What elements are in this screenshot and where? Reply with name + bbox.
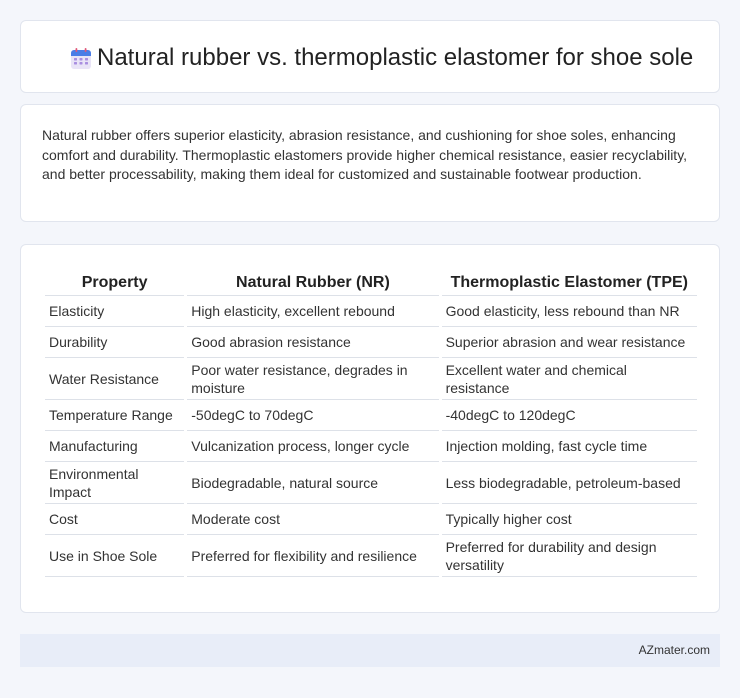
table-row [45, 431, 697, 462]
tpe-cell: Preferred for durability and design versatility [442, 535, 697, 577]
column-header-natural-rubber: Natural Rubber (NR) [187, 266, 438, 296]
table-row [45, 358, 697, 400]
tpe-cell: Typically higher cost [442, 504, 697, 535]
tpe-cell: -40degC to 120degC [442, 400, 697, 431]
table-row [45, 296, 697, 327]
table-row [45, 327, 697, 358]
nr-cell: Vulcanization process, longer cycle [187, 431, 438, 462]
property-cell: Elasticity [45, 296, 184, 327]
tpe-cell: Less biodegradable, petroleum-based [442, 462, 697, 504]
tpe-cell: Superior abrasion and wear resistance [442, 327, 697, 358]
nr-cell: Moderate cost [187, 504, 438, 535]
summary-text: Natural rubber offers superior elasticity, abrasion resistance, and cushioning for shoe soles, enhancing comfort and durability. Thermoplastic elastomers provide higher chemical resistance, easier recyclability, and better processability, making them ideal for customized and sustainable footwear production. [42, 127, 688, 182]
tpe-cell: Injection molding, fast cycle time [442, 431, 697, 462]
column-header-property: Property [45, 266, 184, 296]
calendar-icon [69, 47, 93, 71]
comparison-table-card [20, 244, 720, 613]
table-row [45, 400, 697, 431]
property-cell: Water Resistance [45, 358, 184, 400]
nr-cell: Poor water resistance, degrades in moisture [187, 358, 438, 400]
property-cell: Durability [45, 327, 184, 358]
table-row [45, 462, 697, 504]
nr-cell: Biodegradable, natural source [187, 462, 438, 504]
nr-cell: -50degC to 70degC [187, 400, 438, 431]
property-cell: Environmental Impact [45, 462, 184, 504]
table-row [45, 504, 697, 535]
footer-bar [20, 634, 720, 667]
tpe-cell: Excellent water and chemical resistance [442, 358, 697, 400]
footer-brand[interactable]: AZmater.com [638, 643, 710, 657]
nr-cell: High elasticity, excellent rebound [187, 296, 438, 327]
nr-cell: Good abrasion resistance [187, 327, 438, 358]
property-cell: Manufacturing [45, 431, 184, 462]
comparison-table [42, 266, 700, 577]
summary-card [20, 104, 720, 222]
table-row [45, 535, 697, 577]
nr-cell: Preferred for flexibility and resilience [187, 535, 438, 577]
tpe-cell: Good elasticity, less rebound than NR [442, 296, 697, 327]
header-card [20, 20, 720, 93]
page-title: Natural rubber vs. thermoplastic elastomer for shoe sole [97, 44, 694, 71]
property-cell: Use in Shoe Sole [45, 535, 184, 577]
property-cell: Cost [45, 504, 184, 535]
property-cell: Temperature Range [45, 400, 184, 431]
table-header-row [45, 266, 697, 296]
column-header-tpe: Thermoplastic Elastomer (TPE) [442, 266, 697, 296]
